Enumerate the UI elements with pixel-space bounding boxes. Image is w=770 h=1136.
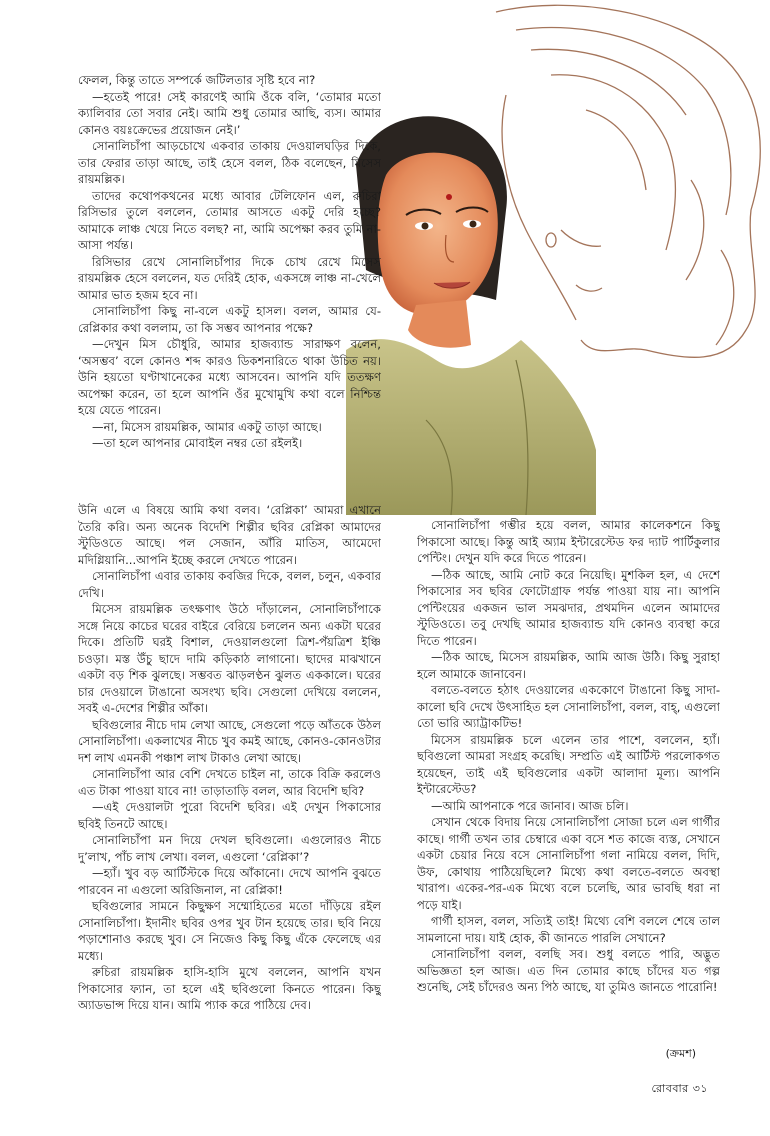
story-illustration [346, 0, 770, 515]
paragraph: —দেখুন মিস চৌধুরি, আমার হাজব্যান্ড সারাক্ষণ বলেন, ‘অসম্ভব’ বলে কোনও শব্দ কারও ডিকশনারিতে থাকা উচিত নয়। উনি হয়তো ঘণ্টাখানেকের মধ্যে আসবেন। আপনি যদি ততক্ষণ অপেক্ষা করেন, তা হলে আপনি ওঁর মুখোমুখি কথা বলে নিশ্চিন্ত হয়ে যেতে পারেন। [78, 337, 381, 417]
paragraph: —এই দেওয়ালটা পুরো বিদেশি ছবির। এই দেখুন পিকাসোর ছবিই তিনটে আছে। [78, 800, 381, 831]
paragraph: —ঠিক আছে, আমি নোট করে নিয়েছি। মুশকিল হল, এ দেশে পিকাসোর সব ছবির ফোটোগ্রাফ পর্যন্ত পাওয়া যায় না। আপনি পেন্টিংয়ের একজন ভাল সমঝদার, প্রথমদিন এলেন আমাদের স্টুডিওতে। তবু দেখছি আমার হাজব্যান্ড যদি কোনও ব্যবস্থা করে দিতে পারেন। [417, 567, 720, 648]
paragraph: সোনালিচাঁপা আড়চোখে একবার তাকায় দেওয়ালঘড়ির দিকে, তার ফেরার তাড়া আছে, তাই হেসে বলল, ঠিক বলেছেন, মিসেস রায়মল্লিক। [78, 139, 381, 186]
paragraph: সেখান থেকে বিদায় নিয়ে সোনালিচাঁপা সোজা চলে এল গার্গীর কাছে। গার্গী তখন তার চেম্বারে একা বসে শত কাজে ব্যস্ত, সেখানে একটা চেয়ার নিয়ে বসে সোনালিচাঁপা গলা নামিয়ে বলল, দিদি, উফ, কোথায় পাঠিয়েছিলে? মিথ্যে কথা বলতে-বলতে অবস্থা খারাপ। একের-পর-এক মিথ্যে বলে চলেছি, আর ভাবছি ধরা না পড়ে যাই। [417, 815, 720, 912]
paragraph: উনি এলে এ বিষয়ে আমি কথা বলব। ‘রেপ্লিকা’ আমরা এখানে তৈরি করি। অন্য অনেক বিদেশি শিল্পীর ছবির রেপ্লিকা আমাদের স্টুডিওতে আছে। পল সেজান, আঁরি মাতিস, আমেদো মদিগ্লিয়ানি...আপনি ইচ্ছে করলে দেখতে পারেন। [78, 503, 381, 567]
dark-haired-woman [346, 116, 596, 515]
paragraph: সোনালিচাঁপা মন দিয়ে দেখল ছবিগুলো। এগুলোরও নীচে দু’লাখ, পাঁচ লাখ লেখা। বলল, এগুলো ‘রেপ্লিকা’? [78, 833, 381, 864]
paragraph: মিসেস রায়মল্লিক তৎক্ষণাৎ উঠে দাঁড়ালেন, সোনালিচাঁপাকে সঙ্গে নিয়ে কাচের ঘরের বাইরে বেরিয়ে চললেন অন্য একটা ঘরের দিকে। প্রতিটি ঘরই বিশাল, দেওয়ালগুলো ত্রিশ-পঁয়ত্রিশ ইঞ্চি চওড়া। মস্ত উঁচু ছাদে দামি কড়িকাঠ লাগানো। ছাদের মাঝখানে একটা বড় শিক ঝুলছে। সম্ভবত ঝাড়লণ্ঠন ঝুলত এককালে। ঘরের চার দেওয়ালে টাঙানো অসংখ্য ছবি। সেগুলো দেখিয়ে বললেন, সবই এ-দেশের শিল্পীর আঁকা। [78, 602, 381, 715]
paragraph: —তা হলে আপনার মোবাইল নম্বর তো রইলই। [92, 436, 303, 450]
paragraph: ফেলল, কিন্তু তাতে সম্পর্কে জটিলতার সৃষ্টি হবে না? [78, 73, 316, 87]
paragraph: রিসিভার রেখে সোনালিচাঁপার দিকে চোখ রেখে মিসেস রায়মল্লিক হেসে বললেন, যত দেরিই হোক, একসঙ্গে লাঞ্চ না-খেলে আমার ভাত হজম হবে না। [78, 254, 381, 302]
left-column-top [78, 72, 381, 502]
paragraph: সোনালিচাঁপা আর বেশি দেখতে চাইল না, তাকে বিক্রি করলেও এত টাকা পাওয়া যাবে না! তাড়াতাড়ি বলল, আর বিদেশি ছবি? [78, 767, 381, 798]
paragraph: —ঠিক আছে, মিসেস রায়মল্লিক, আমি আজ উঠি। কিছু সুরাহা হলে আমাকে জানাবেন। [417, 650, 720, 681]
magazine-name: রোববার [651, 1082, 689, 1095]
paragraph: গার্গী হাসল, বলল, সত্যিই তাই! মিথ্যে বেশি বললে শেষে তাল সামলানো দায়। যাই হোক, কী জানতে পারলি সেখানে? [417, 914, 720, 945]
paragraph: —হতেই পারে! সেই কারণেই আমি ওঁকে বলি, ‘তোমার মতো ক্যালিবার তো সবার নেই। আমি শুধু তোমার আছি, ব্যস। আমার কোনও বয়ঃক্রেভের প্রয়োজন নেই।’ [78, 89, 381, 137]
right-column [417, 517, 720, 1057]
paragraph: —হ্যাঁ। খুব বড় আর্টিস্টকে দিয়ে আঁকানো। দেখে আপনি বুঝতে পারবেন না এগুলো অরিজিনাল, না রেপ্লিকা! [78, 866, 381, 897]
white-haired-woman [496, 5, 760, 357]
paragraph: সোনালিচাঁপা গম্ভীর হয়ে বলল, আমার কালেকশনে কিছু পিকাসো আছে। কিন্তু আই অ্যাম ইন্টারেস্টেড ফর দ্যাট পার্টিকুলার পেন্টিং। দেখুন যদি করে দিতে পারেন। [417, 518, 720, 565]
paragraph: সোনালিচাঁপা এবার তাকায় কবজির দিকে, বলল, চলুন, একবার দেখি। [78, 569, 381, 600]
paragraph: —না, মিসেস রায়মল্লিক, আমার একটু তাড়া আছে। [92, 419, 322, 434]
paragraph: তাদের কথোপকথনের মধ্যে আবার টেলিফোন এল, রুচিরা রিসিভার তুলে বললেন, তোমার আসতে একটু দেরি হচ্ছে? আমাকে লাঞ্চ খেয়ে নিতে বলছ? না, আমি অপেক্ষা করব তুমি না-আসা পর্যন্ত। [78, 188, 381, 252]
paragraph: ছবিগুলোর নীচে দাম লেখা আছে, সেগুলো পড়ে আঁতকে উঠল সোনালিচাঁপা। একলাখের নীচে খুব কমই আছে, কোনও-কোনওটার দশ লাখ এমনকী পঞ্চাশ লাখ টাকাও লেখা আছে। [78, 717, 381, 765]
page-number: ৩১ [692, 1082, 708, 1095]
paragraph: সোনালিচাঁপা কিছু না-বলে একটু হাসল। বলল, আমার যে-রেপ্লিকার কথা বললাম, তা কি সম্ভব আপনার পক্ষে? [78, 304, 381, 335]
paragraph: মিসেস রায়মল্লিক চলে এলেন তার পাশে, বললেন, হ্যাঁ। ছবিগুলো আমরা সংগ্রহ করেছি। সম্প্রতি এই আর্টিস্ট পরলোকগত হয়েছেন, তাই এই ছবিগুলোর একটা আলাদা মূল্য। আপনি ইন্টারেস্টেড? [417, 732, 720, 796]
to-be-continued: (ক্রমশ) [665, 1047, 696, 1060]
paragraph: —আমি আপনাকে পরে জানাব। আজ চলি। [431, 798, 629, 813]
paragraph: ছবিগুলোর সামনে কিছুক্ষণ সম্মোহিতের মতো দাঁড়িয়ে রইল সোনালিচাঁপা। ইদানীং ছবির ওপর খুব টান হয়েছে তার। ছবি নিয়ে পড়াশোনাও করছে খুব। সে নিজেও কিছু কিছু এঁকে ফেলেছে এর মধ্যে। [78, 899, 381, 963]
page-footer [652, 1080, 709, 1099]
paragraph: রুচিরা রায়মল্লিক হাসি-হাসি মুখে বললেন, আপনি যখন পিকাসোর ফ্যান, তা হলে এই ছবিগুলো কিনতে পারেন। কিছু অ্যাডভান্স দিয়ে যান। আমি প্যাক করে পাঠিয়ে দেব। [78, 965, 381, 1012]
left-column-bottom [78, 502, 381, 1062]
paragraph: বলতে-বলতে হঠাৎ দেওয়ালের এককোণে টাঙানো কিছু সাদা-কালো ছবি দেখে উৎসাহিত হল সোনালিচাঁপা, বলল, বাহ্, এগুলো তো ভারি অ্যাট্রাকটিভ! [417, 683, 720, 730]
paragraph: সোনালিচাঁপা বলল, বলছি সব। শুধু বলতে পারি, অদ্ভুত অভিজ্ঞতা হল আজ। এত দিন তোমার কাছে চাঁদের যত গল্প শুনেছি, সেই চাঁদেরও অন্য পিঠ আছে, যা তুমিও জানতে পারোনি! [417, 947, 720, 994]
